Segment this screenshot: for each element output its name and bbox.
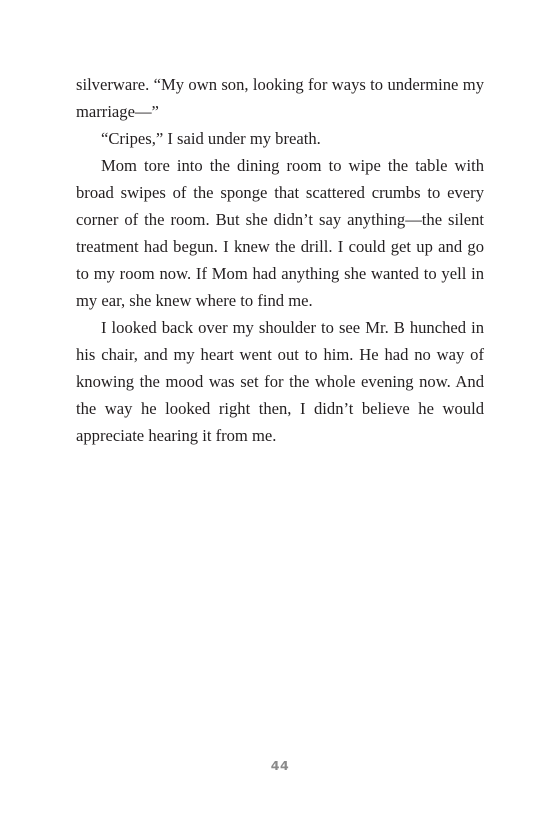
- page-number: 44: [270, 758, 290, 773]
- paragraph-continuation: silverware. “My own son, looking for ways to undermine my marriage—”: [76, 75, 484, 121]
- paragraph-mr-b: I looked back over my shoulder to see Mr. B hunched in his chair, and my heart went out to him. He had no way of knowing the mood was set for the whole evening now. And the way he looked right then, I didn’t believe he would appreciate hearing it from me.: [76, 318, 484, 445]
- paragraph-dialogue: “Cripes,” I said under my breath.: [101, 129, 321, 148]
- paragraph-mom-cleaning: Mom tore into the dining room to wipe the table with broad swipes of the sponge that scattered crumbs to every corner of the room. But she didn’t say anything—the silent treatment had begun. I knew the drill. I could get up and go to my room now. If Mom had anything she wanted to yell in my ear, she knew where to find me.: [76, 156, 484, 310]
- body-text: [76, 71, 484, 449]
